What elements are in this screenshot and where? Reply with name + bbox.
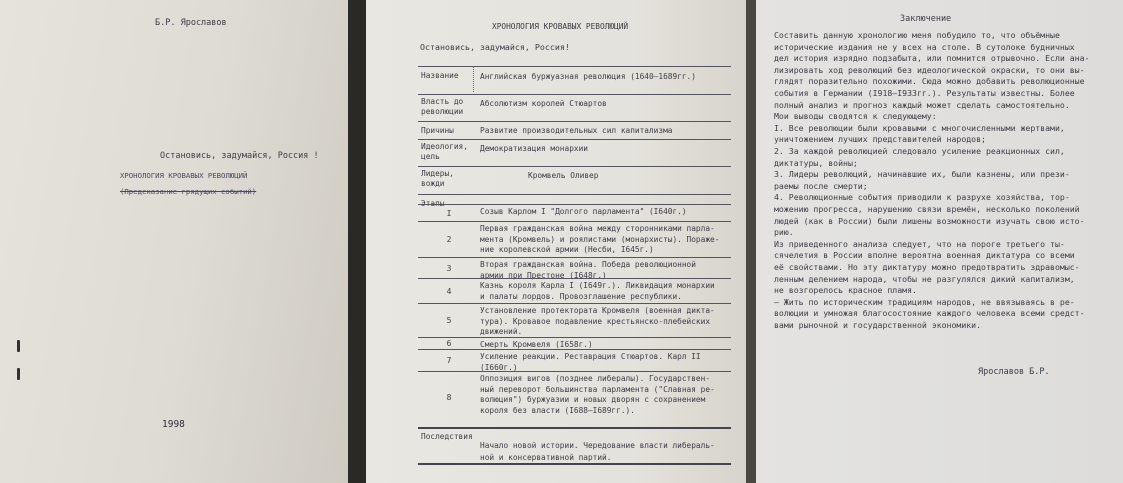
- stage-number: I: [446, 208, 452, 218]
- conclusion-line: раемы после смерти;: [774, 180, 868, 191]
- stage-number: 3: [446, 263, 452, 273]
- conclusion-line: волюции и умножая благосостояние каждого человека всеми средст-: [774, 308, 1085, 319]
- stage-number: 2: [446, 235, 452, 244]
- cover-subtitle: (Предсказание грядущих событий): [120, 187, 257, 196]
- stage-text: Смерть Кромвеля (I658г.): [480, 340, 593, 349]
- row-label: вожди: [421, 179, 445, 188]
- row-value: Кромвель Оливер: [528, 171, 599, 180]
- page-gap: [348, 0, 366, 483]
- stage-number: 6: [446, 339, 452, 348]
- stage-text: и палаты лордов. Провозглашение республики.: [480, 291, 682, 301]
- row-label: цель: [421, 152, 440, 161]
- stage-text: движений.: [480, 327, 523, 336]
- conclusion-line: ленным делением народа, чтобы не разгулялся дикий капитализм,: [774, 273, 1075, 284]
- row-value: Абсолютизм королей Стюартов: [480, 99, 607, 108]
- table-row: [418, 94, 731, 121]
- stage-row: [418, 257, 731, 278]
- row-label: Причины: [421, 126, 454, 135]
- stage-text: Созыв Карлом I "Долгого парламента" (I640г.): [480, 207, 687, 216]
- consequences-label: Последствия: [421, 432, 473, 441]
- cover-author: Б.Р. Ярославов: [155, 18, 227, 28]
- table-row: [418, 121, 731, 139]
- stage-row: [418, 337, 731, 349]
- stage-number: 5: [446, 316, 452, 325]
- stage-text: (I660г.): [480, 362, 518, 372]
- chronology-table: [418, 66, 731, 466]
- binding-hole: [17, 368, 20, 380]
- stage-text: армии при Престоне (I648г.): [480, 270, 607, 280]
- stage-text: Казнь короля Карла I (I649г.). Ликвидация монархии: [480, 281, 715, 290]
- row-label: Лидеры,: [421, 169, 454, 178]
- stage-row: [418, 303, 731, 337]
- cover-page: [0, 0, 348, 483]
- conclusion-line: события в Германии (I918–I933гг.). Результаты известны. Более: [774, 88, 1075, 98]
- stage-text: ный переворот большинства парламента ("Славная ре-: [480, 384, 715, 394]
- row-value: Развитие производительных сил капитализма: [480, 126, 673, 135]
- conclusion-title: Заключение: [900, 14, 952, 24]
- conclusion-line: Из приведенного анализа следует, что на пороге третьего ты-: [774, 238, 1065, 249]
- table-row: [418, 166, 731, 194]
- cover-year: 1998: [162, 419, 185, 430]
- stage-row: [418, 204, 731, 221]
- table-row: [418, 194, 731, 208]
- table-row: [418, 66, 731, 94]
- conclusion-line: уничтожением лучших представителей народов;: [774, 134, 986, 145]
- stage-text: тура). Кровавое подавление крестьянско-плебейских: [480, 316, 711, 326]
- chronology-page: [366, 0, 746, 483]
- stage-text: волюция") буржуазии и новых дворян с сохранением: [480, 395, 706, 404]
- conclusion-line: 4. Революционные события приводили к разрухе хозяйства, тор-: [774, 192, 1070, 203]
- table-row: [418, 139, 731, 166]
- row-value: Демократизация монархии: [480, 144, 588, 153]
- stage-number: 4: [446, 286, 452, 296]
- conclusion-line: лизировать ход революций без идеологической окраски, то они вы-: [774, 64, 1085, 75]
- chronology-title: ХРОНОЛОГИЯ КРОВАВЫХ РЕВОЛЮЦИЙ: [492, 22, 629, 31]
- conclusion-line: можению прогресса, нарушению связи времён, несколько поколений: [774, 204, 1080, 214]
- stage-row: [418, 278, 731, 303]
- consequences-text: ной и консервативной партий.: [480, 453, 612, 462]
- stage-text: Оппозиция вигов (позднее либералы). Государствен-: [480, 374, 711, 383]
- consequences-row: [418, 427, 731, 465]
- stage-number: 8: [446, 393, 452, 402]
- row-label: Власть до: [421, 97, 464, 106]
- conclusion-line: диктатуры, войны;: [774, 157, 858, 168]
- conclusion-line: полный анализ и прогноз каждый может сделать самостоятельно.: [774, 99, 1070, 110]
- conclusion-line: Составить данную хронологию меня побудило то, что объёмные: [774, 30, 1060, 40]
- cover-slogan: Остановись, задумайся, Россия !: [160, 151, 319, 161]
- stage-row: [418, 371, 731, 423]
- conclusion-line: I. Все революции были кровавыми с многочисленными жертвами,: [774, 122, 1065, 133]
- row-label: Этапы: [421, 199, 445, 208]
- conclusion-signature: Ярославов Б.Р.: [978, 367, 1050, 377]
- conclusion-line: — Жить по историческим традициям народов, не ввязываясь в ре-: [774, 296, 1075, 307]
- conclusion-line: Мои выводы сводятся к следующему:: [774, 111, 937, 122]
- stage-text: Усиление реакции. Реставрация Стюартов. Карл II: [480, 352, 701, 361]
- conclusion-line: не возгорелось красное пламя.: [774, 285, 917, 296]
- stage-text: короля без власти (I688–I689гг.).: [480, 405, 635, 415]
- conclusion-page: [756, 0, 1123, 483]
- conclusion-line: её свойствами. Но эту диктатуру можно предотвратить здравомыс-: [774, 262, 1080, 272]
- stage-text: Установление протектората Кромвеля (военная дикта-: [480, 306, 715, 315]
- conclusion-line: сячелетия в России вполне вероятна военная диктатура со всеми: [774, 250, 1075, 261]
- conclusion-line: исторические издания не у всех на столе. В сутолоке будничных: [774, 41, 1075, 52]
- chronology-slogan: Остановись, задумайся, Россия!: [420, 42, 570, 52]
- page-gap: [746, 0, 756, 483]
- label-divider: [473, 66, 474, 92]
- conclusion-line: рию.: [774, 227, 794, 238]
- conclusion-line: 2. За каждой революцией следовало усиление реакционных сил,: [774, 146, 1065, 156]
- row-value: Английская буржуазная революция (1640–1689гг.): [480, 72, 696, 81]
- conclusion-line: вами рыночной и государственной экономики.: [774, 320, 982, 330]
- stage-text: ние королевской армии (Несби, I645г.): [480, 245, 654, 254]
- row-label: революции: [421, 107, 464, 116]
- stage-row: [418, 349, 731, 371]
- binding-hole: [17, 340, 20, 352]
- cover-title: ХРОНОЛОГИЯ КРОВАВЫХ РЕВОЛЮЦИЙ: [120, 171, 248, 180]
- stage-text: мента (Кромвель) и роялистами (монархисты). Пораже-: [480, 234, 720, 244]
- conclusion-line: людей (как в России) были лишены возможности изучать свою исто-: [774, 215, 1085, 226]
- conclusion-line: 3. Лидеры революций, начинавшие их, были казнены, или прези-: [774, 169, 1070, 180]
- stage-row: [418, 221, 731, 257]
- stage-number: 7: [446, 356, 452, 365]
- conclusion-line: дел история изрядно подзабыта, или помнится отрывочно. Если ана-: [774, 53, 1090, 64]
- conclusion-line: глядят поразительно похожими. Сюда можно добавить революционные: [774, 76, 1085, 87]
- row-label: Название: [421, 71, 459, 80]
- stage-text: Первая гражданская война между сторонниками парла-: [480, 224, 715, 233]
- consequences-text: Начало новой истории. Чередование власти либераль-: [480, 441, 715, 450]
- row-label: Идеология,: [421, 142, 468, 151]
- stage-text: Вторая гражданская война. Победа революционной: [480, 260, 696, 269]
